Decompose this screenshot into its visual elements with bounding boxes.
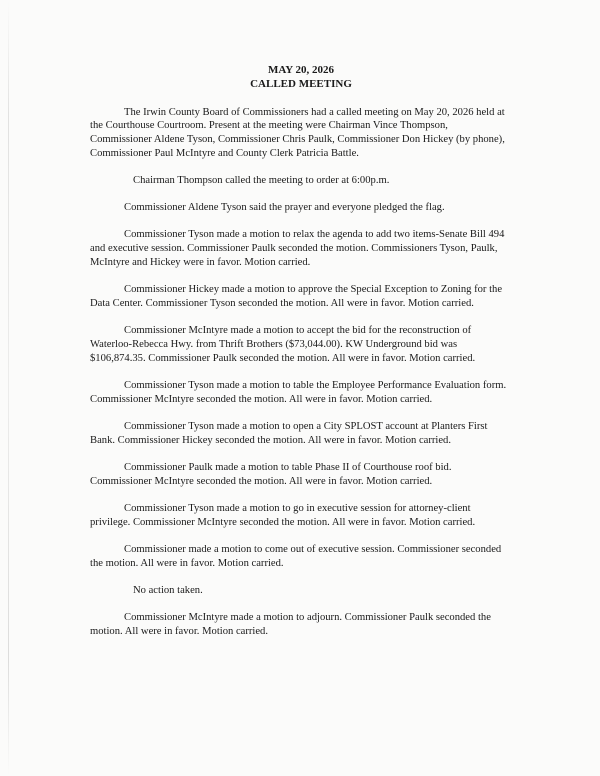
scan-edge-shadow [8, 0, 9, 776]
paragraph-motion-relax-agenda: Commissioner Tyson made a motion to relax the agenda to add two items-Senate Bill 494 and executive session. Commissioner Paulk seconded the motion. Commissioners Tyson, Paulk, McIntyre and Hickey were in favor. Motion carried. [90, 229, 505, 269]
paragraph-call-to-order: Chairman Thompson called the meeting to order at 6:00p.m. [133, 175, 390, 187]
paragraph-motion-evaluation-form: Commissioner Tyson made a motion to table the Employee Performance Evaluation form. Commissioner McIntyre seconded the motion. All were in favor. Motion carried. [90, 380, 507, 406]
paragraph-motion-zoning: Commissioner Hickey made a motion to approve the Special Exception to Zoning for the Data Center. Commissioner Tyson seconded the motion. All were in favor. Motion carried. [90, 284, 503, 310]
document-header [90, 64, 512, 92]
paragraph-motion-splost-account: Commissioner Tyson made a motion to open a City SPLOST account at Planters First Bank. Commissioner Hickey seconded the motion. All were in favor. Motion carried. [90, 421, 488, 446]
paragraph-attendance: The Irwin County Board of Commissioners had a called meeting on May 20, 2026 held at the Courthouse Courtroom. Present at the meeting were Chairman Vince Thompson, Commissioner Aldene Tyson, Commissioner Chris Paulk, Commissioner Don Hickey (by phone), Commissioner Paul McIntyre and County Clerk Patricia Battle. [90, 106, 505, 160]
paragraph-prayer: Commissioner Aldene Tyson said the prayer and everyone pledged the flag. [124, 202, 445, 214]
paragraph-motion-adjourn: Commissioner McIntyre made a motion to adjourn. Commissioner Paulk seconded the motion. All were in favor. Motion carried. [90, 611, 491, 637]
paragraph-motion-executive-session: Commissioner Tyson made a motion to go in executive session for attorney-client privilege. Commissioner McIntyre seconded the motion. All were in favor. Motion carried. [90, 502, 476, 528]
paragraph-no-action: No action taken. [133, 584, 203, 596]
date-heading: MAY 20, 2026 [267, 64, 335, 76]
paragraph-motion-road-bid: Commissioner McIntyre made a motion to accept the bid for the reconstruction of Waterloo-Rebecca Hwy. from Thrift Brothers ($73,044.00). KW Underground bid was $106,874.35. Commissioner Paulk seconded the motion. All were in favor. Motion carried. [90, 325, 476, 365]
paragraph-motion-roof-bid: Commissioner Paulk made a motion to table Phase II of Courthouse roof bid. Commissioner McIntyre seconded the motion. All were in favor. Motion carried. [90, 461, 452, 487]
meeting-type-heading: CALLED MEETING [250, 77, 352, 90]
paragraph-motion-exit-session: Commissioner made a motion to come out of executive session. Commissioner seconded the motion. All were in favor. Motion carried. [90, 543, 502, 569]
